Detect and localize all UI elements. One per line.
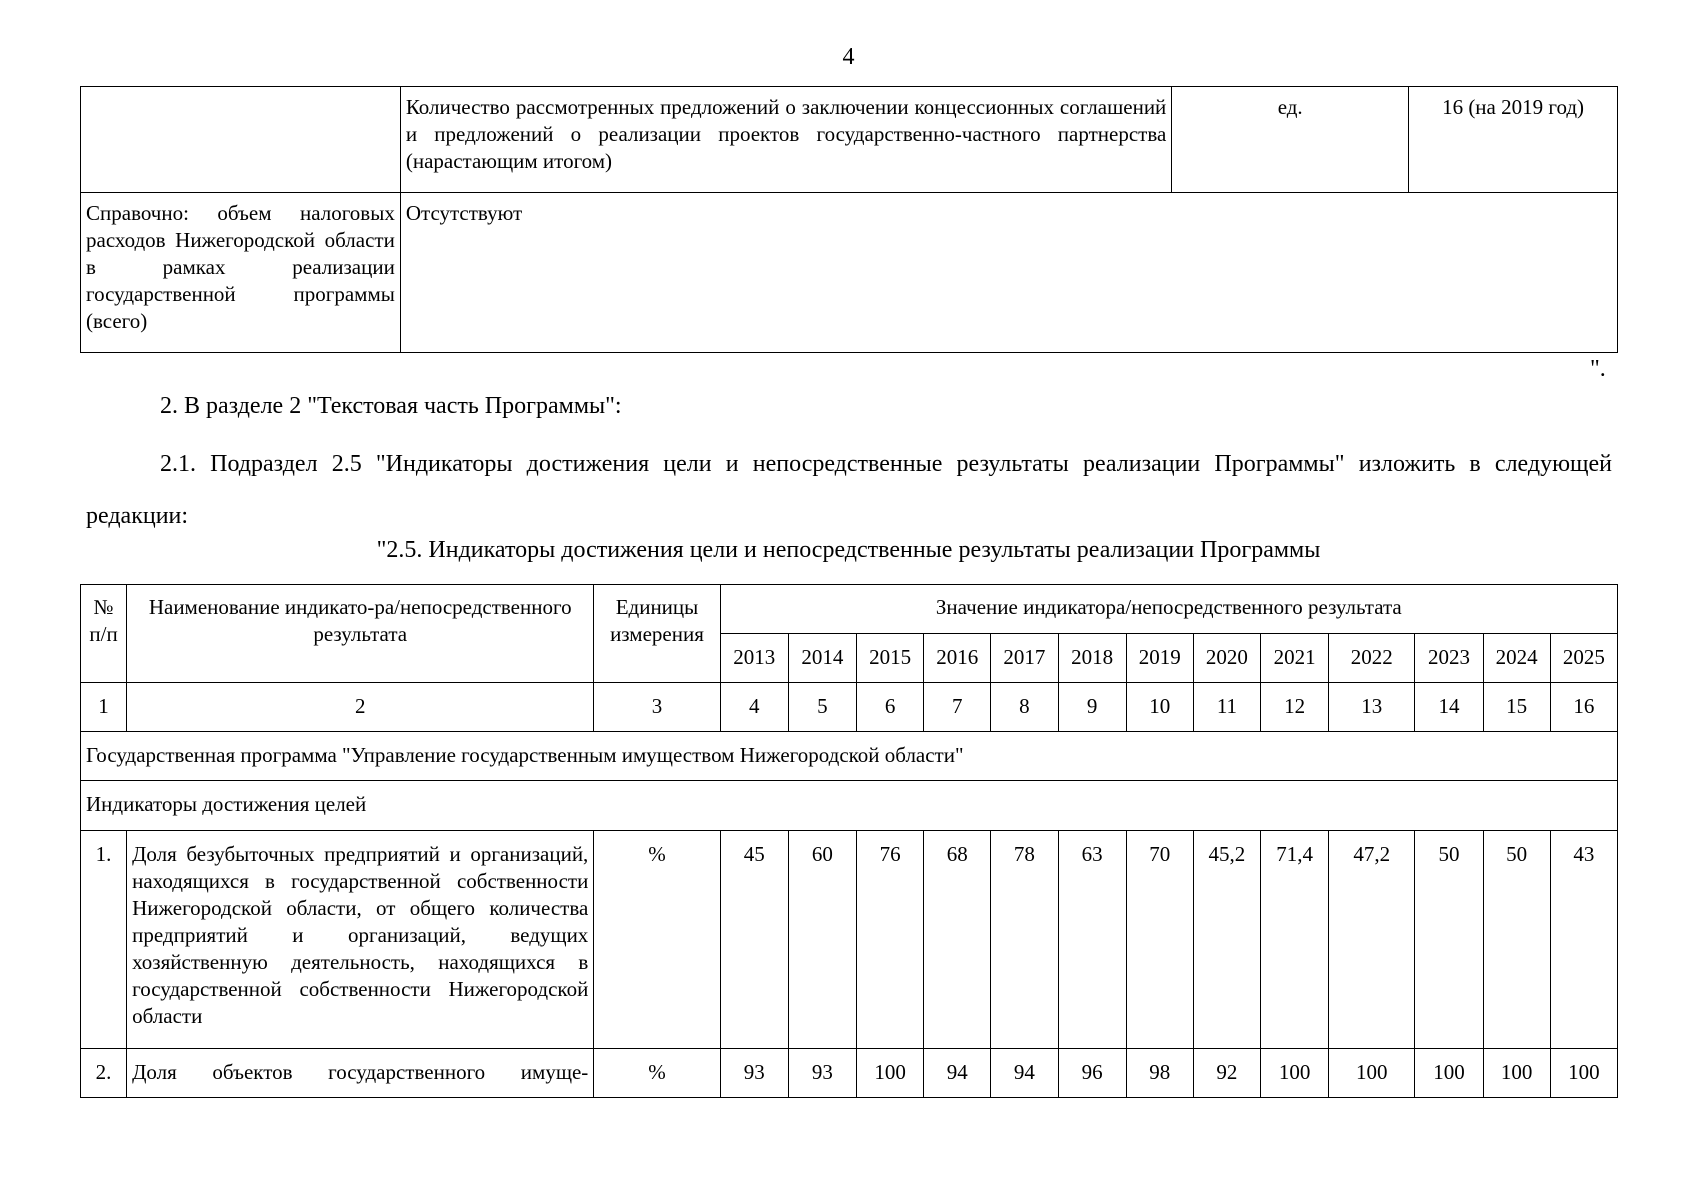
column-number: 13 <box>1329 683 1415 732</box>
value-cell: 98 <box>1126 1049 1193 1098</box>
column-number: 10 <box>1126 683 1193 732</box>
column-number: 16 <box>1550 683 1617 732</box>
value-cell: 45 <box>720 831 788 1049</box>
closing-quote: ". <box>1590 356 1606 382</box>
year-cell: 2025 <box>1550 634 1617 683</box>
column-number: 4 <box>720 683 788 732</box>
value-cell: 78 <box>991 831 1058 1049</box>
year-cell: 2014 <box>788 634 856 683</box>
column-number: 14 <box>1415 683 1483 732</box>
year-cell: 2022 <box>1329 634 1415 683</box>
value-cell: 60 <box>788 831 856 1049</box>
table-row <box>81 831 1618 1049</box>
header-row <box>81 585 1618 634</box>
row-indicator-name: Доля объектов государственного имуще- <box>127 1049 594 1098</box>
value-cell: 96 <box>1058 1049 1126 1098</box>
indicator-name-cell: Количество рассмотренных предложений о заключении концессионных соглашений и предложений о реализации проектов государственно-частного партнерства (нарастающим итогом) <box>400 87 1171 193</box>
header-values: Значение индикатора/непосредственного результата <box>720 585 1617 634</box>
value-cell: 71,4 <box>1261 831 1329 1049</box>
value-cell: 100 <box>1483 1049 1550 1098</box>
program-title-cell: Государственная программа "Управление государственным имуществом Нижегородской области" <box>81 732 1618 781</box>
value-cell: 100 <box>1261 1049 1329 1098</box>
year-cell: 2024 <box>1483 634 1550 683</box>
paragraph-subsection-2-1: 2.1. Подраздел 2.5 "Индикаторы достижения цели и непосредственные результаты реализации Программы" изложить в следующей редакции: <box>86 451 1612 529</box>
tax-expenditures-label: Справочно: объем налоговых расходов Нижегородской области в рамках реализации государственной программы (всего) <box>81 193 401 353</box>
column-number: 15 <box>1483 683 1550 732</box>
section-row <box>81 781 1618 831</box>
value-cell: 76 <box>856 831 923 1049</box>
year-cell: 2017 <box>991 634 1058 683</box>
program-row <box>81 732 1618 781</box>
year-cell: 2015 <box>856 634 923 683</box>
table-row <box>81 1049 1618 1098</box>
column-number: 8 <box>991 683 1058 732</box>
tax-expenditures-value: Отсутствуют <box>400 193 1617 353</box>
value-cell: 45,2 <box>1193 831 1260 1049</box>
column-number: 7 <box>924 683 991 732</box>
column-number: 2 <box>127 683 594 732</box>
value-cell: 94 <box>991 1049 1058 1098</box>
value-cell: 47,2 <box>1329 831 1415 1049</box>
indicator-table-heading: "2.5. Индикаторы достижения цели и непосредственные результаты реализации Программы <box>376 537 1321 563</box>
value-cell: 43 <box>1550 831 1617 1049</box>
column-number: 1 <box>81 683 127 732</box>
column-number: 3 <box>594 683 720 732</box>
passport-table <box>80 86 1618 353</box>
header-name: Наименование индикато-ра/непосредственного результата <box>127 585 594 683</box>
header-unit: Единицы измерения <box>594 585 720 683</box>
column-number: 11 <box>1193 683 1260 732</box>
value-cell: 16 (на 2019 год) <box>1409 87 1618 193</box>
row-unit: % <box>594 1049 720 1098</box>
header-num: № п/п <box>81 585 127 683</box>
tax-expenditures-row <box>81 193 1618 353</box>
column-number: 5 <box>788 683 856 732</box>
year-cell: 2020 <box>1193 634 1260 683</box>
column-number: 6 <box>856 683 923 732</box>
year-cell: 2019 <box>1126 634 1193 683</box>
column-numbers-row <box>81 683 1618 732</box>
row-indicator-name: Доля безубыточных предприятий и организаций, находящихся в государственной собственности Нижегородской области, от общего количества предприятий и организаций, ведущих хозяйственную деятельность, находящихся в государственной собственности Нижегородской области <box>127 831 594 1049</box>
paragraph-section-2: 2. В разделе 2 "Текстовая часть Программы": <box>160 393 622 419</box>
value-cell: 100 <box>1550 1049 1617 1098</box>
value-cell: 50 <box>1483 831 1550 1049</box>
value-cell: 70 <box>1126 831 1193 1049</box>
section-title-cell: Индикаторы достижения целей <box>81 781 1618 831</box>
empty-cell <box>81 87 401 193</box>
year-cell: 2013 <box>720 634 788 683</box>
value-cell: 94 <box>924 1049 991 1098</box>
value-cell: 63 <box>1058 831 1126 1049</box>
row-number: 2. <box>81 1049 127 1098</box>
value-cell: 100 <box>856 1049 923 1098</box>
year-cell: 2016 <box>924 634 991 683</box>
value-cell: 92 <box>1193 1049 1260 1098</box>
value-cell: 100 <box>1415 1049 1483 1098</box>
value-cell: 50 <box>1415 831 1483 1049</box>
concession-proposals-row <box>81 87 1618 193</box>
row-number: 1. <box>81 831 127 1049</box>
value-cell: 93 <box>788 1049 856 1098</box>
year-cell: 2018 <box>1058 634 1126 683</box>
unit-cell: ед. <box>1172 87 1409 193</box>
indicator-table <box>80 584 1618 1098</box>
page-number: 4 <box>842 44 855 70</box>
row-unit: % <box>594 831 720 1049</box>
year-cell: 2021 <box>1261 634 1329 683</box>
value-cell: 100 <box>1329 1049 1415 1098</box>
value-cell: 68 <box>924 831 991 1049</box>
year-cell: 2023 <box>1415 634 1483 683</box>
column-number: 9 <box>1058 683 1126 732</box>
column-number: 12 <box>1261 683 1329 732</box>
value-cell: 93 <box>720 1049 788 1098</box>
